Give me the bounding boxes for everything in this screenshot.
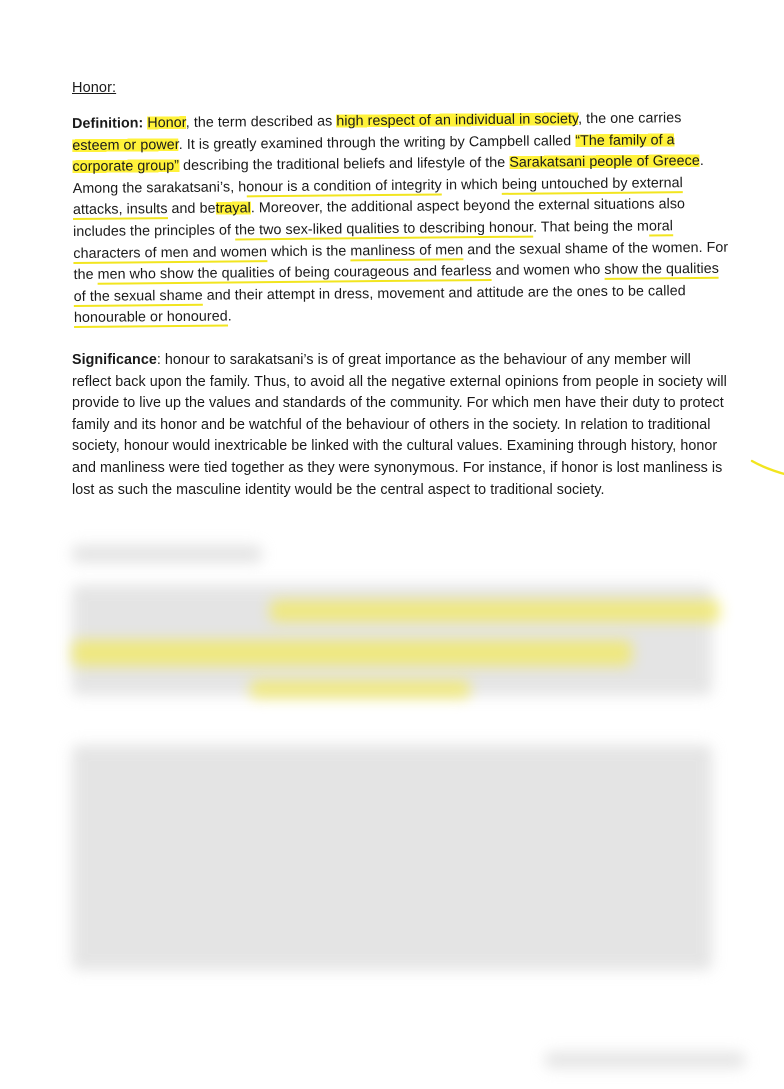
underlined-phrase: oral characters of men and women (73, 218, 674, 262)
text-run: in which (441, 176, 502, 194)
highlighted-phrase: Honor (147, 114, 186, 132)
section-heading: Honor: (72, 80, 117, 96)
text-run: , the term described as (185, 113, 337, 131)
definition-paragraph (72, 108, 729, 330)
underlined-phrase: onour is a condition of integrity (246, 177, 442, 196)
text-run: and the sexual shame of the women. For the (73, 239, 729, 284)
underlined-phrase: being untouched by external attacks, insults (72, 174, 683, 219)
significance-text: : honour to sarakatsani’s is of great importance as the behaviour of any member will reflect back upon the family. Thus, to avoid all the negative external opinions from people in society will provide to live up the values and standards of the community. For which men have their duty to protect family and its honor and be watchful of the behaviour of others in the society. In relation to traditional society, honour would inextricable be linked with the cultural values. Examining through history, honor and manliness were tied together as they were synonymous. For instance, if honor is lost manliness is lost as such the masculine identity would be the central aspect to traditional society. (72, 352, 727, 498)
highlighted-phrase: “The family of a corporate group” (72, 131, 675, 176)
blurred-highlight (270, 600, 720, 622)
underlined-phrase: the two sex-liked qualities to describing honour (234, 219, 534, 239)
highlighter-stroke-mark (750, 455, 784, 477)
definition-label: Definition: (72, 115, 144, 132)
text-run: . Among the sarakatsani’s, h (72, 153, 704, 197)
blurred-highlight (250, 680, 470, 698)
underlined-phrase: honourable or honoured (73, 308, 228, 327)
highlighted-phrase: Sarakatsani people of Greece (509, 153, 700, 171)
highlighted-phrase: high respect of an individual in society (336, 111, 579, 130)
underlined-phrase: men who show the qualities of being courageous and fearless (97, 263, 492, 283)
text-run: describing the traditional beliefs and lifestyle of the (178, 154, 510, 175)
significance-label: Significance (72, 352, 157, 368)
text-run: . That being the m (532, 218, 650, 236)
text-run: and their attempt in dress, movement and attitude are the ones to be called (202, 282, 686, 304)
underlined-phrase: manliness of men (350, 241, 464, 259)
underlined-phrase: show the qualities of the sexual shame (73, 260, 720, 305)
significance-paragraph (72, 350, 727, 501)
blurred-text-block (72, 745, 712, 970)
highlighted-phrase: trayal (215, 200, 251, 218)
blurred-highlight (72, 640, 632, 666)
blurred-text-block (72, 585, 712, 695)
text-run: which is the (266, 242, 351, 260)
definition-text (72, 110, 728, 328)
text-run: . (227, 308, 232, 325)
text-run: and be (167, 201, 216, 218)
text-run: . It is greatly examined through the writing by Campbell called (178, 132, 576, 153)
blurred-footer (545, 1052, 745, 1068)
text-run: , the one carries (578, 110, 682, 128)
blurred-heading (72, 545, 262, 563)
text-run: . Moreover, the additional aspect beyond the external situations also includes the principles of (73, 196, 686, 240)
highlighted-phrase: esteem or power (72, 136, 179, 154)
text-run: and women who (491, 262, 605, 280)
